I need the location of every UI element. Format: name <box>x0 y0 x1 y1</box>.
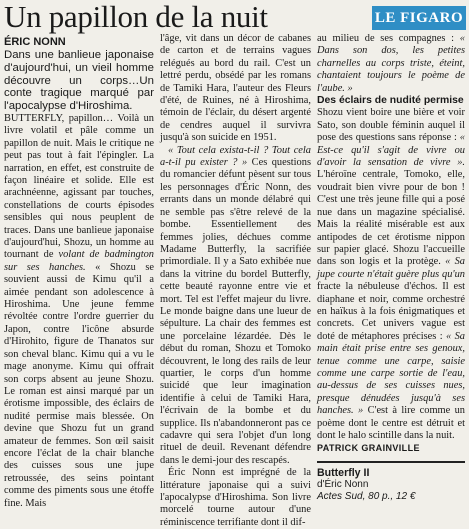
text-run: C'est à lire comme un poème dont le centre est détruit et dont le halo scintille dans la nuit. <box>317 405 465 441</box>
quote-run: « Sa jupe courte n'était guère plus qu'un <box>317 256 465 280</box>
article-title: Un papillon de la nuit <box>4 0 268 34</box>
text-run: Ces questions du romancier défunt pèsent sur tous les personnages d'Éric Nonn, des errants dans un monde délabré qui ne semble pas s'être relevé de la bombe. Essentiellement des femmes jolies, déchues comme Madame Butterfly, la sacrifiée primordiale. Il y a Sato exhibée nue dans la vitrine du bordel Butterfly, cette beauté rayonne entre vie et mort. Tel est l'effet majeur du livre. Le monde baigne dans une lueur de sépulture. La chair des femmes est une porcelaine lézardée. Dès le début du roman, Shozu et Tomoko découvrent, le long des rails de leur quartier, le corps d'un homme suicidé que leur imagination identifie à celui de Tamiki Hara, l'écrivain de la bombe et du supplice. Ils n'abandonneront pas ce cadavre qui sera l'objet d'un long rituel de deuil. Revenant défendre dans le demi-jour des rescapés. <box>160 157 311 466</box>
text-run: L'héroïne centrale, Tomoko, elle, voudrait bien vivre pour de bon ! C'est une très jeune fille qui a posé nue dans un magazine spécialisé. Mais la réalité misérable est aux antipodes de cet érotisme nippon sur papier glacé. Shozu l'accueille dans son logis et la protège. <box>317 169 465 268</box>
article-author: ÉRIC NONN <box>4 36 66 48</box>
paragraph <box>4 113 154 510</box>
divider <box>317 461 465 463</box>
paragraph <box>160 145 311 468</box>
book-author: d'Éric Nonn <box>317 478 369 490</box>
newspaper-logo: LE FIGARO <box>372 6 466 30</box>
text-run: fracte la nébuleuse d'échos. Il est diaphane et noir, comme orchestré en haïkus à la fois énigmatiques et concrets. Cet univers vague est doté de métaphores précises : <box>317 281 465 342</box>
quote-run: « Est-ce qu'il s'agit de vivre ou d'avoir la sensation de vivre ». <box>317 132 465 169</box>
text-run: Shozu vient boire une bière et voir Sato, son double féminin auquel il pose des questions sans réponse : <box>317 107 465 144</box>
subheading: Des éclairs de nudité permise <box>317 95 464 107</box>
book-title: Butterfly II <box>317 466 370 479</box>
text-run: BUTTERFLY, papillon… Voilà un livre volatil et pâle comme un papillon de nuit. Mais le critique ne peut pas tout à fait l'épingler. La narration, en effet, est construite de façon linéaire et solide. Elle est arachnéenne, agissant par touches, constellations de courts épisodes sensibles qui nous peuplent de traces. Dans une banlieue japonaise d'aujourd'hui, Shozu, un homme au tournant de <box>4 112 154 261</box>
paragraph: Éric Nonn est imprégné de la littérature japonaise qui a suivi l'apocalypse d'Hiroshima. Son livre morcelé tourne autour d'une réminiscence terrifiante dont il dif- <box>160 467 311 528</box>
quote-run: « Dans son dos, les petites charnelles au corps triste, éteint, chantaient toujours le poème de l'aube. » <box>317 33 465 94</box>
quote-run: volant de badmington sur ses hanches. <box>4 249 154 273</box>
quote-run: « Sa main était prise entre ses genoux, tenue comme une carpe, saisie comme une carpe sortie de l'eau, au-dessus de ses cuisses nues, presque dénudées jusqu'à ses hanches. » <box>317 330 465 417</box>
quote-run: « Tout cela exista-t-il ? Tout cela a-t-il pu exister ? » <box>160 144 311 169</box>
book-publisher: Actes Sud, 80 p., 12 € <box>317 490 416 502</box>
signature: PATRICK GRAINVILLE <box>317 443 420 454</box>
column-3 <box>317 33 465 503</box>
column-1 <box>4 36 154 510</box>
paragraph <box>317 107 465 442</box>
text-run: au milieu de ses compagnes : <box>317 33 460 44</box>
article-lead: Dans une banlieue japonaise d'aujourd'hui, un vieil homme découvre un corps…Un conte tragique marqué par l'apocalypse d'Hiroshima. <box>4 49 154 113</box>
book-info <box>317 467 465 503</box>
column-2 <box>160 33 311 529</box>
paragraph: l'âge, vit dans un décor de cabanes de carton et de terrains vagues relégués au bord du rail. C'est un lettré perdu, obsédé par les romans de Tamiki Hara, l'auteur des Fleurs d'été, de Ruines, né à Hiroshima, témoin de l'éclair, du désert argenté de cendres auquel il survivra jusqu'à son suicide en 1951. <box>160 33 311 144</box>
paragraph <box>317 33 465 95</box>
text-run: « Shozu se souvient aussi de Kimu qu'il a aimée pendant son adolescence à Hiroshima. Une jeune femme révoltée contre l'ordre guerrier du Japon, contre l'icône absurde d'Hirohito, figure de Thanatos sur son cheval blanc. Kimu qui a vu le mage anonyme. Kimu qui offrait son corps absent au jeune Shozu. Le roman est ainsi marqué par un érotisme impossible, des éclairs de nudité permise mais blessée. On devine que Shozu fut un grand amateur de femmes. Son œil saisit encore l'éclat de la chair blanche des cuisses sous une jupe retroussée, des seins pointant comme des piments sous une étoffe fine. Mais <box>4 261 155 509</box>
